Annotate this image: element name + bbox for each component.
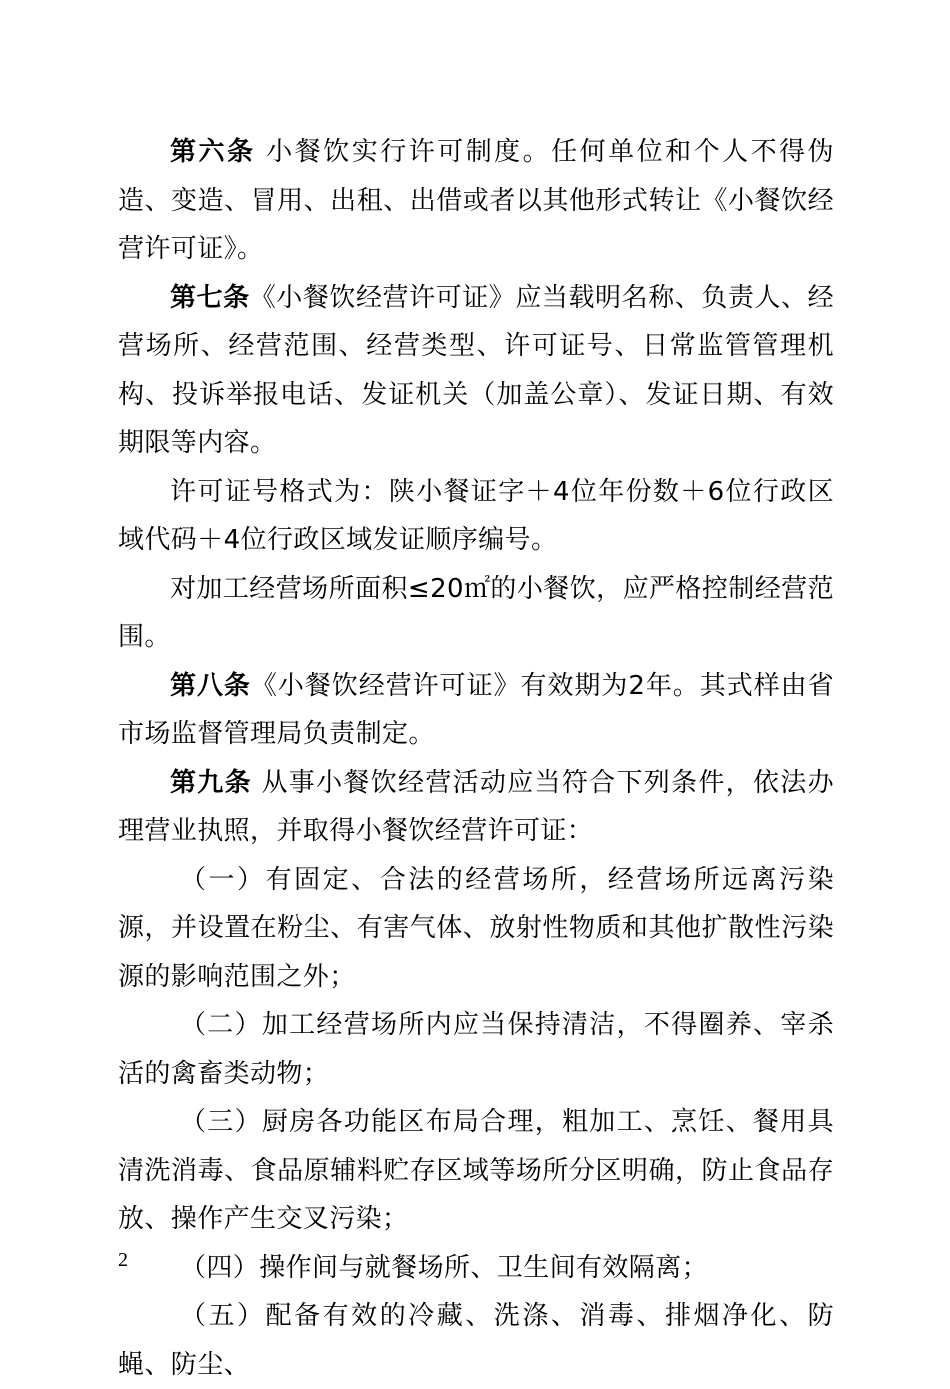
article-7-paragraph bbox=[118, 274, 834, 468]
article-9-text: 从事小餐饮经营活动应当符合下列条件，依法办理营业执照，并取得小餐饮经营许可证： bbox=[118, 767, 834, 846]
condition-item-3: （三）厨房各功能区布局合理，粗加工、烹饪、餐用具清洗消毒、食品原辅料贮存区域等场所分区明确，防止食品存放、操作产生交叉污染； bbox=[118, 1107, 834, 1234]
article-9-paragraph bbox=[118, 759, 834, 856]
article-7-heading: 第七条 bbox=[170, 282, 250, 313]
small-area-paragraph bbox=[118, 565, 834, 662]
page-number: 2 bbox=[118, 1249, 128, 1271]
condition-item-1: （一）有固定、合法的经营场所，经营场所远离污染源，并设置在粉尘、有害气体、放射性物质和其他扩散性污染源的影响范围之外； bbox=[118, 864, 834, 992]
small-area-text: 对加工经营场所面积≤20㎡的小餐饮，应严格控制经营范围。 bbox=[118, 573, 834, 652]
article-7-text: 《小餐饮经营许可证》应当载明名称、负责人、经营场所、经营范围、经营类型、许可证号、日常监管管理机构、投诉举报电话、发证机关（加盖公章）、发证日期、有效期限等内容。 bbox=[118, 282, 834, 458]
condition-item-5: （五）配备有效的冷藏、洗涤、消毒、排烟净化、防蝇、防尘、 bbox=[118, 1301, 834, 1380]
article-8-paragraph bbox=[118, 662, 834, 759]
article-8-heading: 第八条 bbox=[170, 670, 251, 701]
article-6-text: 小餐饮实行许可制度。任何单位和个人不得伪造、变造、冒用、出租、出借或者以其他形式转让《小餐饮经营许可证》。 bbox=[118, 137, 834, 264]
article-9-heading: 第九条 bbox=[170, 767, 252, 798]
article-6-heading: 第六条 bbox=[170, 137, 256, 167]
license-number-format-text: 许可证号格式为：陕小餐证字＋4位年份数＋6位行政区域代码＋4位行政区域发证顺序编号。 bbox=[118, 476, 834, 555]
article-8-text: 《小餐饮经营许可证》有效期为2年。其式样由省市场监督管理局负责制定。 bbox=[118, 670, 835, 749]
condition-item-4: （四）操作间与就餐场所、卫生间有效隔离； bbox=[180, 1252, 709, 1283]
license-number-format-paragraph bbox=[118, 468, 834, 565]
document-body bbox=[118, 128, 834, 1389]
article-6-paragraph bbox=[118, 128, 834, 274]
condition-item-2: （二）加工经营场所内应当保持清洁，不得圈养、宰杀活的禽畜类动物； bbox=[118, 1010, 834, 1089]
